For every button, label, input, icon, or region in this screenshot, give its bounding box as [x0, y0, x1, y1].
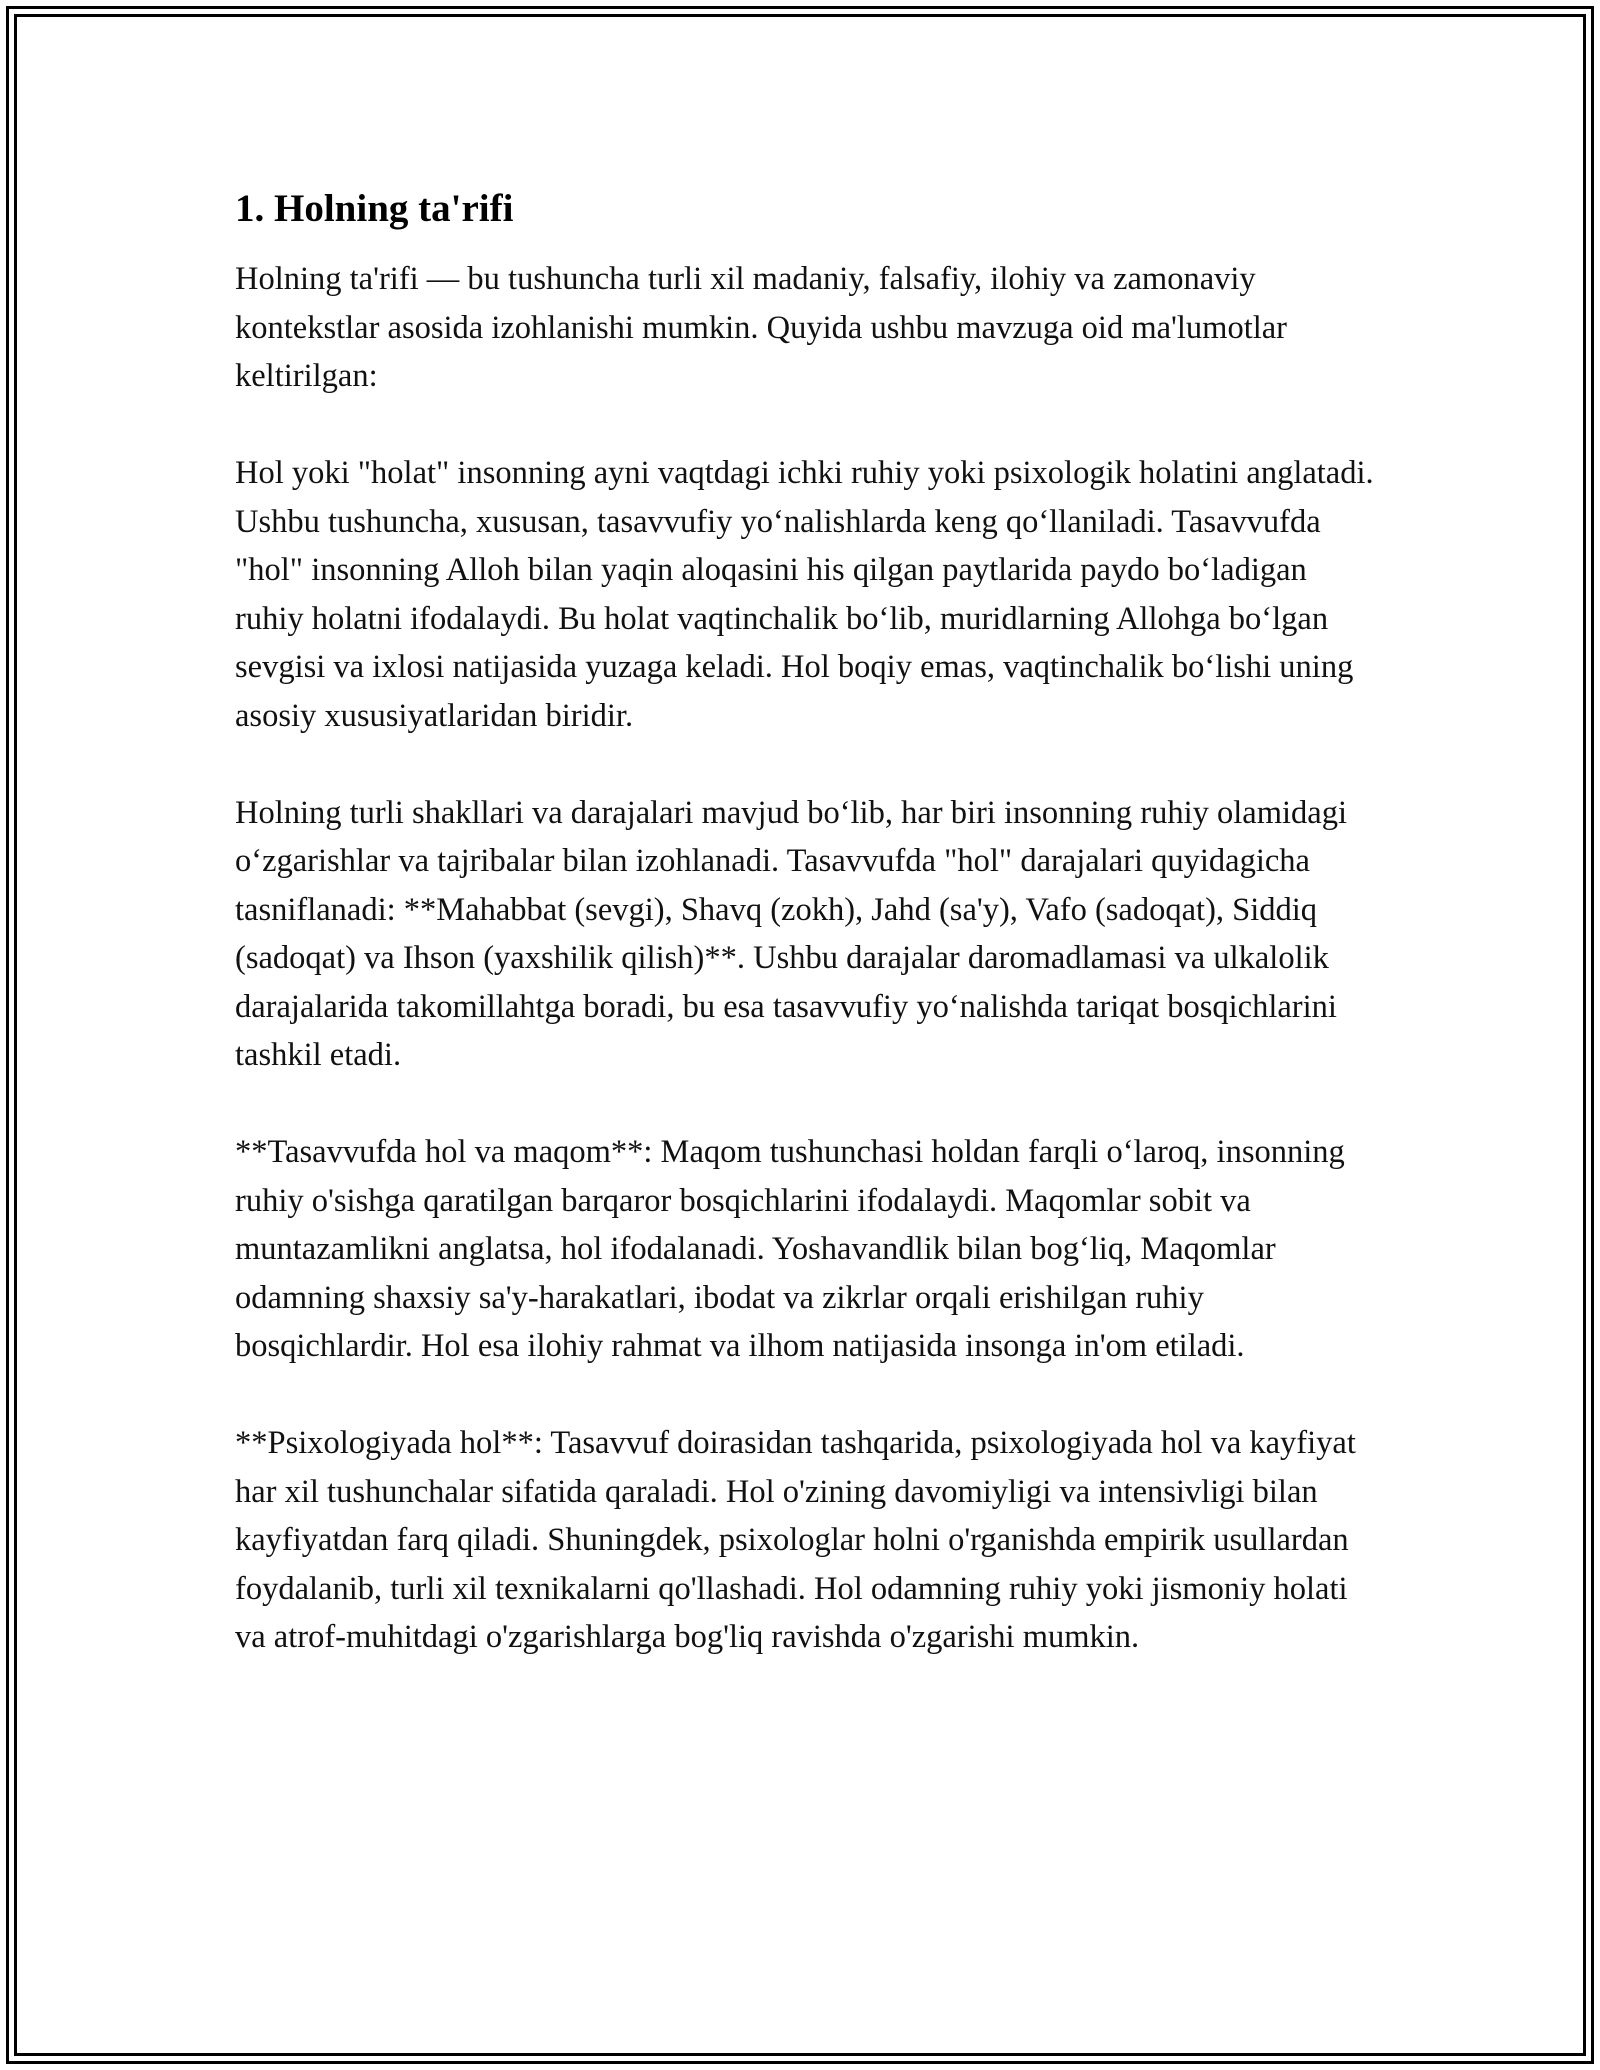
paragraph-hol-definition: Hol yoki "holat" insonning ayni vaqtdagi ichki ruhiy yoki psixologik holatini anglatadi. Ushbu tushuncha, xususan, tasavvufiy yo‘nalishlarda keng qo‘llaniladi. Tasavvufda "hol" insonning Alloh bilan yaqin aloqasini his qilgan paytlarida paydo bo‘ladigan ruhiy holatni ifodalaydi. Bu holat vaqtinchalik bo‘lib, muridlarning Allohga bo‘lgan sevgisi va ixlosi natijasida yuzaga keladi. Hol boqiy emas, vaqtinchalik bo‘lishi uning asosiy xususiyatlaridan biridir. [235, 455, 1374, 734]
section-heading: 1. Holning ta'rifi [235, 187, 514, 230]
document-body [235, 185, 1380, 1710]
paragraph-hol-and-maqom: **Tasavvufda hol va maqom**: Maqom tushunchasi holdan farqli o‘laroq, insonning ruhiy o'sishga qaratilgan barqaror bosqichlarini ifodalaydi. Maqomlar sobit va muntazamlikni anglatsa, hol ifodalanadi. Yoshavandlik bilan bog‘liq, Maqomlar odamning shaxsiy sa'y-harakatlari, ibodat va zikrlar orqali erishilgan ruhiy bosqichlardir. Hol esa ilohiy rahmat va ilhom natijasida insonga in'om etiladi. [235, 1134, 1345, 1364]
paragraph-psychology: **Psixologiyada hol**: Tasavvuf doirasidan tashqarida, psixologiyada hol va kayfiyat har xil tushunchalar sifatida qaraladi. Hol o'zining davomiyligi va intensivligi bilan kayfiyatdan farq qiladi. Shuningdek, psixologlar holni o'rganishda empirik usullardan foydalanib, turli xil texnikalarni qo'llashadi. Hol odamning ruhiy yoki jismoniy holati va atrof-muhitdagi o'zgarishlarga bog'liq ravishda o'zgarishi mumkin. [235, 1425, 1356, 1655]
paragraph-intro: Holning ta'rifi — bu tushuncha turli xil madaniy, falsafiy, ilohiy va zamonaviy kontekstlar asosida izohlanishi mumkin. Quyida ushbu mavzuga oid ma'lumotlar keltirilgan: [235, 261, 1287, 394]
paragraph-hol-levels: Holning turli shakllari va darajalari mavjud bo‘lib, har biri insonning ruhiy olamidagi o‘zgarishlar va tajribalar bilan izohlanadi. Tasavvufda "hol" darajalari quyidagicha tasniflanadi: **Mahabbat (sevgi), Shavq (zokh), Jahd (sa'y), Vafo (sadoqat), Siddiq (sadoqat) va Ihson (yaxshilik qilish)**. Ushbu darajalar daromadlamasi va ulkalolik darajalarida takomillahtga boradi, bu esa tasavvufiy yo‘nalishda tariqat bosqichlarini tashkil etadi. [235, 794, 1347, 1073]
